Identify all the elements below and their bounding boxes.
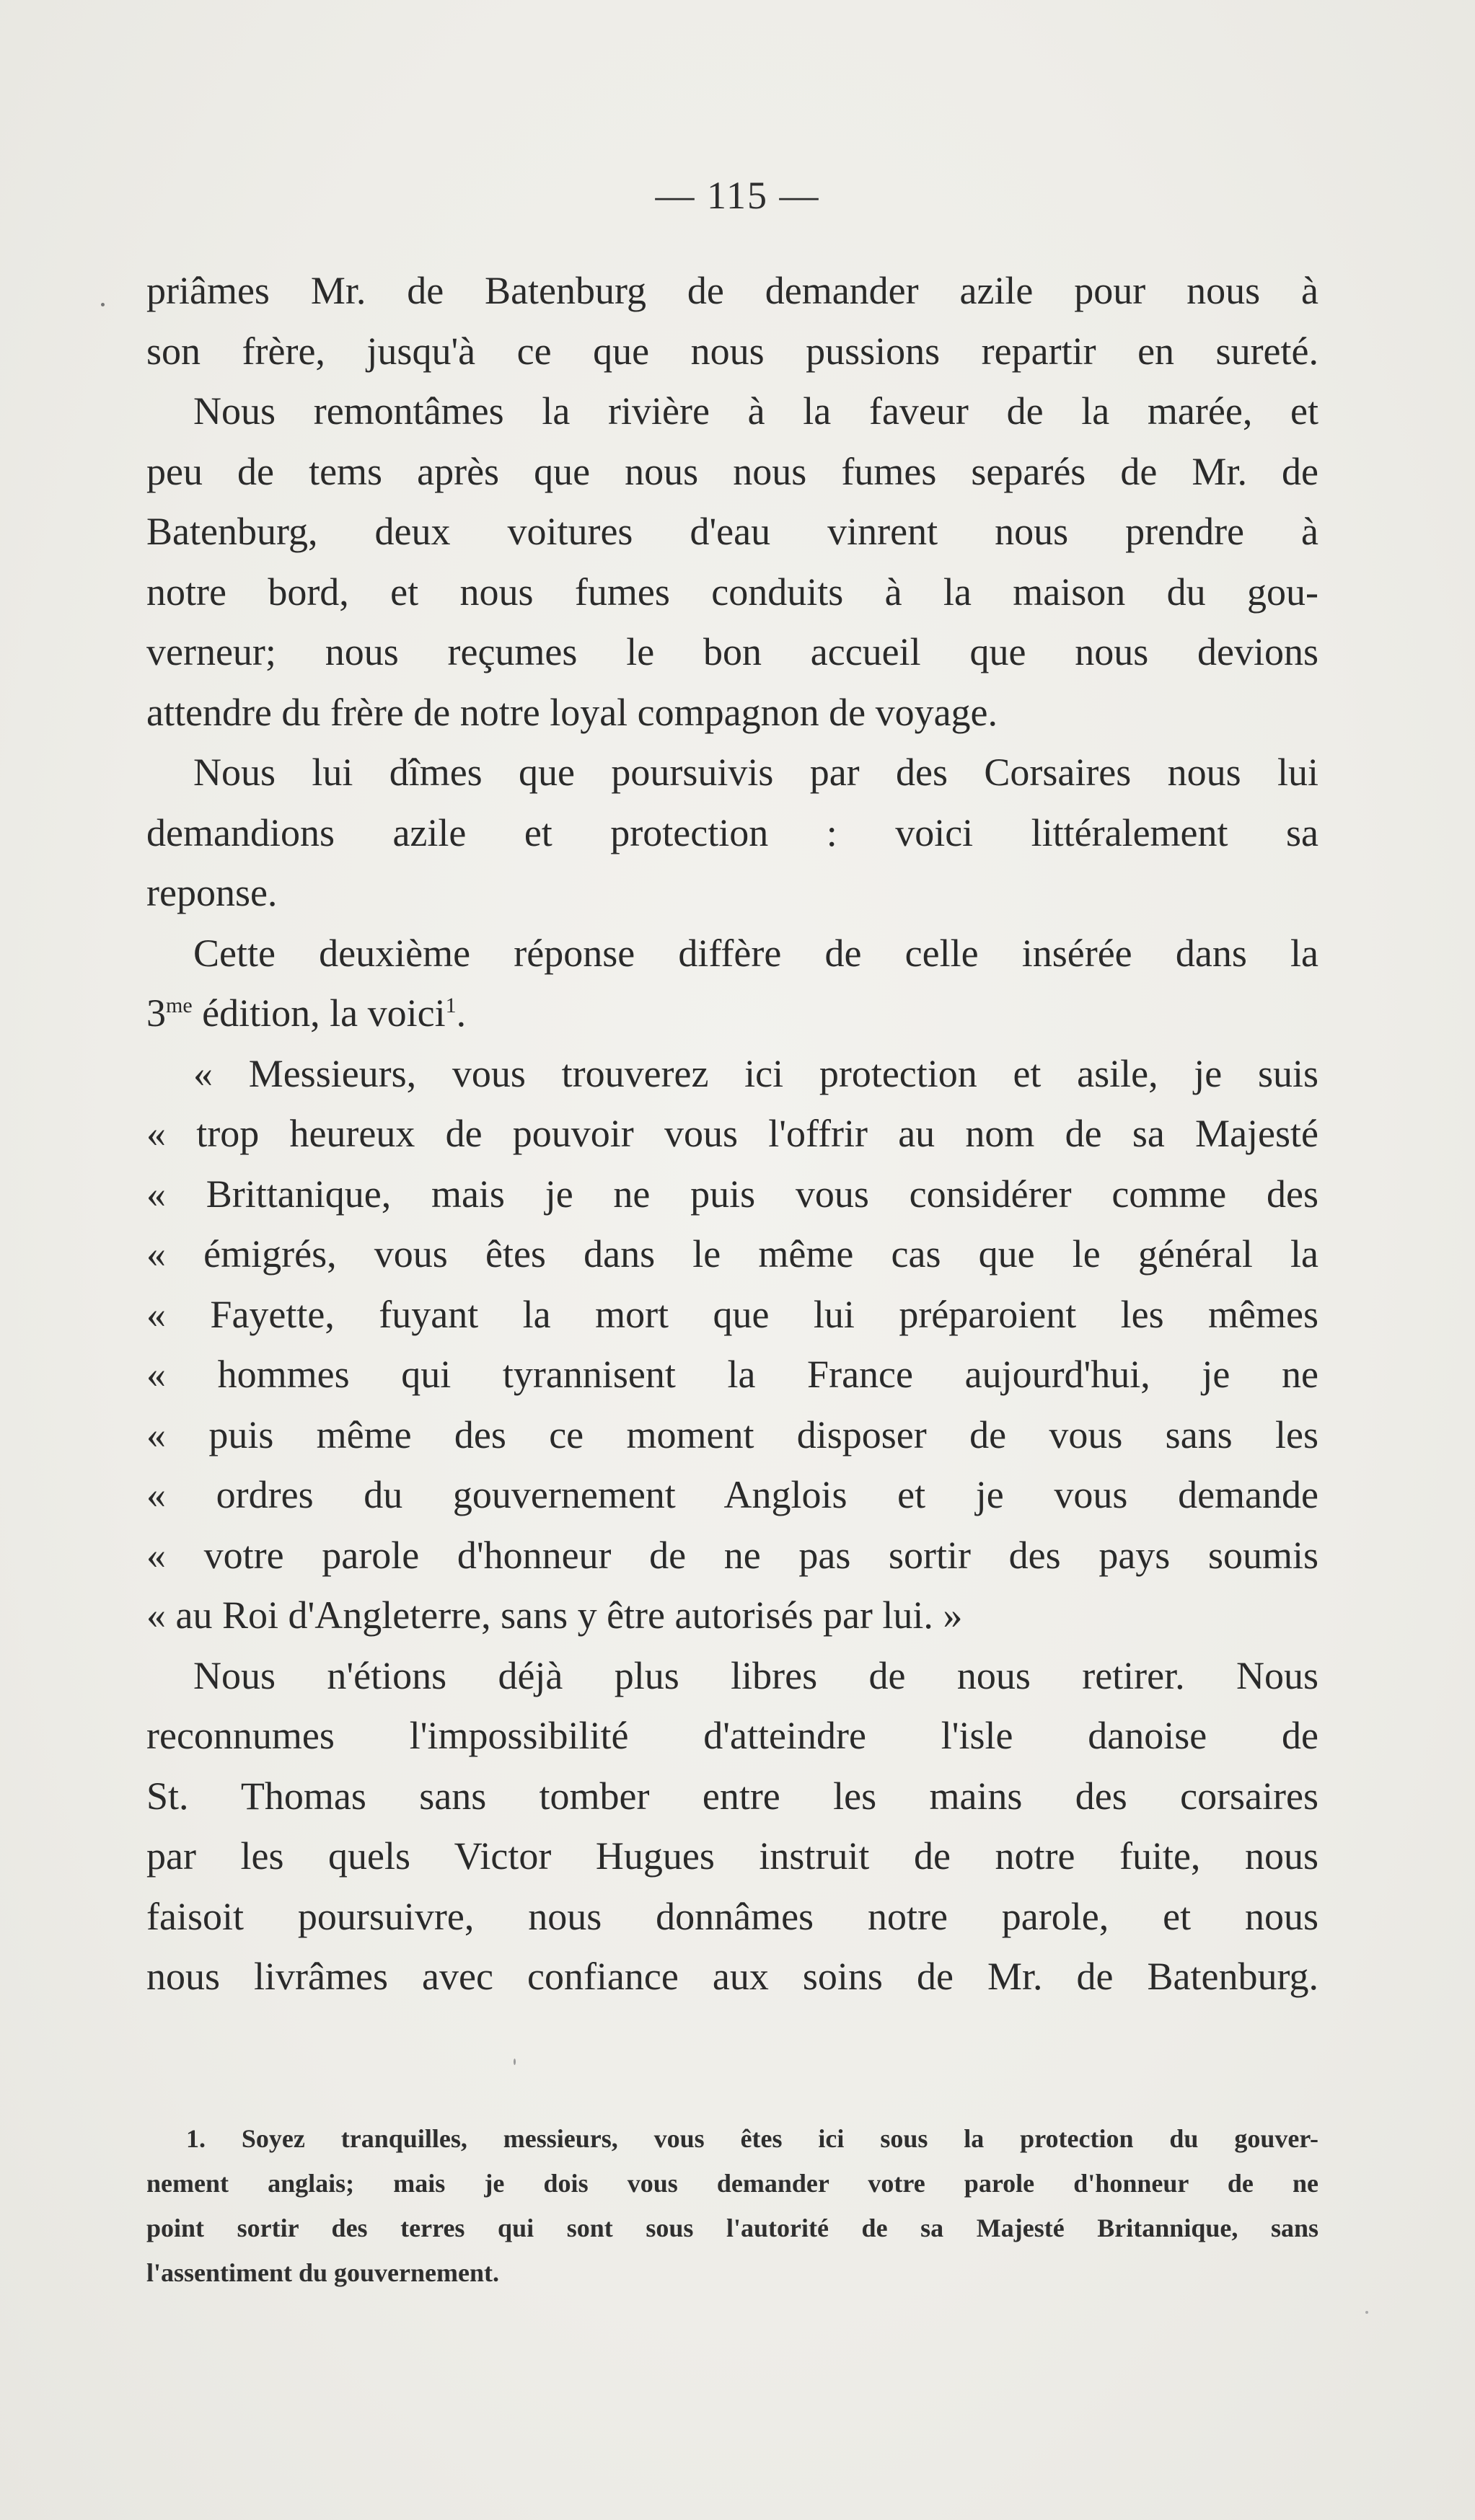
text-line: « émigrés, vous êtes dans le même cas que le général la (146, 1232, 1318, 1276)
text-line: reponse. (146, 871, 278, 914)
text-line: « hommes qui tyrannisent la France aujourd'hui, je ne (146, 1353, 1318, 1396)
text-line: « Messieurs, vous trouverez ici protection et asile, je suis (193, 1051, 1318, 1095)
edition-text: édition, la voici (192, 991, 446, 1035)
text-line: son frère, jusqu'à ce que nous pussions repartir en sureté. (146, 329, 1318, 373)
text-line: St. Thomas sans tomber entre les mains des corsaires (146, 1774, 1318, 1818)
text-line: « puis même des ce moment disposer de vous sans les (146, 1412, 1318, 1456)
text-line: « Fayette, fuyant la mort que lui préparoient les mêmes (146, 1292, 1318, 1336)
text-line: Nous lui dîmes que poursuivis par des Corsaires nous lui (193, 751, 1318, 794)
text-line: notre bord, et nous fumes conduits à la maison du gou- (146, 570, 1318, 614)
text-line: verneur; nous reçumes le bon accueil que nous devions (146, 630, 1318, 673)
edition-number: 3 (146, 991, 166, 1035)
paper-speck (514, 2059, 516, 2065)
text-line: Nous remontâmes la rivière à la faveur de la marée, et (193, 389, 1318, 433)
text-line: « ordres du gouvernement Anglois et je vous demande (146, 1473, 1318, 1516)
edition-superscript: me (166, 994, 193, 1017)
footnote-line: point sortir des terres qui sont sous l'autorité de sa Majesté Britannique, sans (146, 2214, 1318, 2242)
text-line: Cette deuxième réponse diffère de celle insérée dans la (193, 931, 1318, 975)
footnote-line: nement anglais; mais je dois vous demander votre parole d'honneur de ne (146, 2169, 1318, 2198)
text-line: demandions azile et protection : voici littéralement sa (146, 810, 1318, 854)
text-line: « Brittanique, mais je ne puis vous considérer comme des (146, 1172, 1318, 1216)
footnote-line: 1. Soyez tranquilles, messieurs, vous êtes ici sous la protection du gouver- (186, 2124, 1318, 2153)
footnote-line: l'assentiment du gouvernement. (146, 2258, 499, 2287)
page-number: — 115 — (655, 174, 820, 217)
text-line: nous livrâmes avec confiance aux soins de Mr. de Batenburg. (146, 1955, 1318, 1998)
text-line: par les quels Victor Hugues instruit de notre fuite, nous (146, 1834, 1318, 1878)
text-line: « au Roi d'Angleterre, sans y être autorisés par lui. » (146, 1593, 963, 1637)
text-line: Nous n'étions déjà plus libres de nous retirer. Nous (193, 1653, 1318, 1697)
text-line-edition (146, 983, 1318, 1044)
text-line: reconnumes l'impossibilité d'atteindre l'isle danoise de (146, 1714, 1318, 1757)
paper-speck (101, 303, 105, 306)
text-line: faisoit poursuivre, nous donnâmes notre parole, et nous (146, 1894, 1318, 1938)
edition-end: . (456, 991, 467, 1035)
text-line: Batenburg, deux voitures d'eau vinrent nous prendre à (146, 510, 1318, 553)
paper-speck (1365, 2311, 1368, 2314)
text-line: attendre du frère de notre loyal compagnon de voyage. (146, 690, 998, 734)
text-line: « trop heureux de pouvoir vous l'offrir au nom de sa Majesté (146, 1112, 1318, 1155)
text-line: priâmes Mr. de Batenburg de demander azile pour nous à (146, 269, 1318, 312)
body-text (146, 261, 1318, 2007)
text-line: « votre parole d'honneur de ne pas sortir des pays soumis (146, 1533, 1318, 1577)
text-line: peu de tems après que nous nous fumes separés de Mr. de (146, 449, 1318, 493)
footnote (146, 2116, 1318, 2295)
footnote-reference: 1 (445, 994, 457, 1017)
